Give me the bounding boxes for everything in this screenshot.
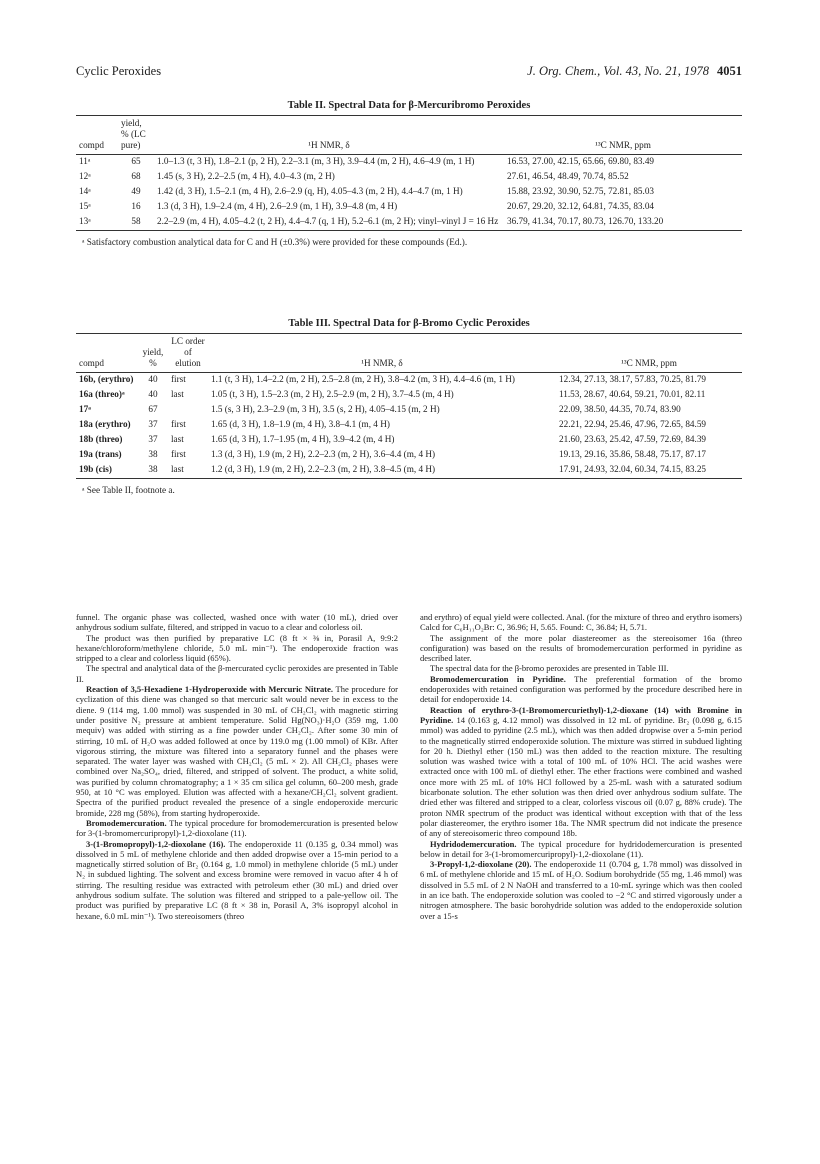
paragraph	[420, 839, 742, 860]
paragraph-text: The spectral and analytical data of the β-mercurated cyclic peroxides are presented in Table II.	[76, 663, 398, 684]
paragraph	[76, 633, 398, 664]
table-cell-compd: 18b (threo)	[79, 434, 123, 444]
table-cell-c: 11.53, 28.67, 40.64, 59.21, 70.01, 82.11	[559, 389, 706, 399]
table-cell-yield: 37	[148, 434, 158, 444]
table-cell-yield: 49	[131, 186, 141, 196]
table-cell-yield: 40	[148, 374, 158, 384]
table-cell-yield: 67	[148, 404, 158, 414]
paragraph	[420, 674, 742, 705]
paragraph	[420, 859, 742, 921]
page-number: 4051	[717, 64, 742, 78]
journal-name: J. Org. Chem., Vol. 43, No. 21, 1978	[527, 64, 709, 78]
table-cell-compd: 19b (cis)	[79, 464, 112, 474]
table-3-caption: Table III. Spectral Data for β-Bromo Cyclic Peroxides	[288, 318, 530, 329]
paragraph-text: The endoperoxide 11 (0.135 g, 0.34 mmol) was dissolved in 5 mL of methylene chloride and then added dropwise over a 15-min period to a magnetically stirred solution of Br₂ (0.164 g, 1.0 mmol) in methylene chloride (5 mL) under N₂ in subdued lighting. The solvent and excess bromine were removed in vacuo after 4 h of stirring. The resulting residue was extracted with petroleum ether (30 mL) and dried over anhydrous sodium sulfate. The solution was filtered and stripped to a pale-yellow oil. The product was purified by preparative LC (8 ft × 38 in, Porasil A, 3% isopropyl alcohol in hexane, 6.0 mL min⁻¹). Two stereoisomers (threo	[76, 838, 399, 921]
table-cell-h: 1.65 (d, 3 H), 1.7–1.95 (m, 4 H), 3.9–4.2 (m, 4 H)	[211, 434, 395, 444]
table-cell-order: last	[171, 434, 184, 444]
paragraph-text: The assignment of the more polar diastereomer as the stereoisomer 16a (threo configuration) was based on the results of bromodemercuration performed in pyridine as described later.	[420, 632, 742, 664]
table-cell-c: 27.61, 46.54, 48.49, 70.74, 85.52	[507, 171, 629, 181]
table-cell-c: 22.21, 22.94, 25.46, 47.96, 72.65, 84.59	[559, 419, 706, 429]
paragraph-text: The procedure for cyclization of this diene was changed so that mercuric salt would never be in excess to the diene. 9 (114 mg, 1.00 mmol) was suspended in 30 mL of CH₂Cl₂ with magnetic stirring under positive N₂ pressure at ambient temperature. Solid Hg(NO₃)·H₂O (359 mg, 1.00 mequiv) was added with stirring as a fine powder under CH₂Cl₂. After some 30 min of stirring, 10 mL of H₂O was added followed at once by 119.0 mg (1.00 mmol) of KBr. After vigorous stirring, the mixture was filtered into a separatory funnel and the phases were separated. The water layer was washed with CH₂Cl₂ (5 mL × 2). All CH₂Cl₂ phases were combined over Na₂SO₄, dried, filtered, and stripped of solvent. The product, a white solid, was purified by column chromatography; a 1 × 35 cm silica gel column, 60–200 mesh, grade 950, at 10 °C was employed. Elution was affected with a hexane/CH₂Cl₂ solvent gradient. Spectra of the purified product revealed the presence of a single endoperoxide mercuric bromide, 228 mg (58%), from starting hydroperoxide.	[76, 684, 398, 818]
table-cell-compd: 12ᵃ	[79, 171, 91, 181]
table-row	[76, 463, 742, 479]
table-cell-yield: 68	[131, 171, 141, 181]
table-cell-compd: 11ᵃ	[79, 156, 91, 166]
paragraph-text: The preferential formation of the bromo endoperoxides with retained configuration was performed by the procedure described here in detail for endoperoxide 14.	[420, 673, 742, 705]
table-cell-order: first	[171, 449, 186, 459]
paragraph	[420, 612, 742, 633]
table-cell-c: 16.53, 27.00, 42.15, 65.66, 69.80, 83.49	[507, 156, 654, 166]
table-3-header: ¹³C NMR, ppm	[621, 358, 677, 368]
paragraph	[76, 839, 398, 921]
table-row	[76, 403, 742, 418]
table-cell-c: 19.13, 29.16, 35.86, 58.48, 75.17, 87.17	[559, 449, 706, 459]
table-cell-yield: 16	[131, 201, 141, 211]
table-cell-h: 1.5 (s, 3 H), 2.3–2.9 (m, 3 H), 3.5 (s, 2 H), 4.05–4.15 (m, 2 H)	[211, 404, 440, 414]
table-cell-compd: 14ᵃ	[79, 186, 91, 196]
table-2	[76, 100, 742, 247]
paragraph	[76, 684, 398, 818]
paragraph-text: The typical procedure for hydridodemercuration is presented below in detail for 3-(1-bromomercuripropyl)-1,2-dioxolane (11).	[420, 838, 742, 859]
table-cell-h: 1.65 (d, 3 H), 1.8–1.9 (m, 4 H), 3.8–4.1 (m, 4 H)	[211, 419, 390, 429]
paragraph-text: The spectral data for the β-bromo peroxides are presented in Table III.	[430, 663, 669, 674]
table-3-footnote: ᵃ See Table II, footnote a.	[82, 485, 175, 495]
paragraph-heading: Reaction of 3,5-Hexadiene 1-Hydroperoxide with Mercuric Nitrate.	[86, 684, 333, 695]
paragraph	[76, 612, 398, 633]
table-3-header: yield, %	[142, 347, 164, 368]
running-head: Cyclic Peroxides	[76, 64, 162, 78]
table-cell-compd: 15ᵃ	[79, 201, 91, 211]
table-cell-compd: 16b, (erythro)	[79, 374, 134, 384]
paragraph-text: funnel. The organic phase was collected, washed once with water (10 mL), dried over anhydrous sodium sulfate, filtered, and stripped in vacuo to a clear and colorless oil.	[76, 612, 398, 633]
table-cell-yield: 58	[131, 216, 141, 226]
table-row	[76, 448, 742, 463]
table-3-grid	[76, 334, 742, 479]
table-cell-c: 17.91, 24.93, 32.04, 60.34, 74.15, 83.25	[559, 464, 706, 474]
table-cell-c: 20.67, 29.20, 32.12, 64.81, 74.35, 83.04	[507, 201, 654, 211]
right-column	[420, 612, 742, 921]
table-2-header: ¹³C NMR, ppm	[595, 140, 651, 150]
table-cell-h: 1.3 (d, 3 H), 1.9 (m, 2 H), 2.2–2.3 (m, 2 H), 3.6–4.4 (m, 4 H)	[211, 449, 436, 459]
table-3-header: ¹H NMR, δ	[361, 358, 403, 368]
table-2-grid	[76, 116, 742, 231]
paragraph-heading: Bromodemercuration in Pyridine.	[430, 673, 566, 684]
table-cell-yield: 37	[148, 419, 158, 429]
table-cell-h: 1.45 (s, 3 H), 2.2–2.5 (m, 4 H), 4.0–4.3 (m, 2 H)	[157, 171, 335, 181]
table-cell-compd: 18a (erythro)	[79, 419, 131, 429]
table-cell-yield: 38	[148, 464, 158, 474]
table-cell-c: 36.79, 41.34, 70.17, 80.73, 126.70, 133.20	[507, 216, 664, 226]
table-cell-compd: 13ᵃ	[79, 216, 91, 226]
table-row	[76, 433, 742, 448]
table-cell-yield: 38	[148, 449, 158, 459]
table-cell-h: 2.2–2.9 (m, 4 H), 4.05–4.2 (t, 2 H), 4.4–4.7 (q, 1 H), 5.2–6.1 (m, 2 H); vinyl–vinyl J = 16 Hz	[157, 216, 499, 226]
table-3-header: compd	[79, 358, 105, 368]
table-2-header: compd	[79, 140, 105, 150]
table-cell-yield: 40	[148, 389, 158, 399]
paragraph	[76, 818, 398, 839]
paragraph	[420, 663, 742, 673]
table-2-header: ¹H NMR, δ	[308, 140, 350, 150]
table-cell-h: 1.05 (t, 3 H), 1.5–2.3 (m, 2 H), 2.5–2.9 (m, 2 H), 3.7–4.5 (m, 4 H)	[211, 389, 454, 399]
paragraph-heading: 3-Propyl-1,2-dioxolane (20).	[430, 859, 532, 870]
table-cell-compd: 16a (threo)ᵃ	[79, 389, 125, 399]
paragraph-heading: Hydridodemercuration.	[430, 838, 517, 849]
table-2-header: yield, % (LC pure)	[121, 118, 146, 150]
left-column	[76, 612, 398, 921]
table-row	[76, 418, 742, 433]
table-cell-compd: 19a (trans)	[79, 449, 122, 459]
journal-citation	[527, 64, 742, 79]
table-cell-h: 1.3 (d, 3 H), 1.9–2.4 (m, 4 H), 2.6–2.9 (m, 1 H), 3.9–4.8 (m, 4 H)	[157, 201, 398, 211]
body-text	[76, 612, 742, 921]
table-cell-yield: 65	[131, 156, 141, 166]
paragraph	[420, 705, 742, 839]
paragraph-text: The endoperoxide 11 (0.704 g, 1.78 mmol) was dissolved in 6 mL of methylene chloride and 15 mL of H₂O. Sodium borohydride (55 mg, 1.46 mmol) was dissolved in 5.5 mL of 2 N NaOH and transferred to a 10-mL syringe which was then cooled in an ice bath. The endoperoxide solution was cooled to −2 °C and stirred vigorously under a nitrogen atmosphere. The basic borohydride solution was added to the endoperoxide solution over a 15-s	[420, 859, 742, 921]
table-cell-c: 15.88, 23.92, 30.90, 52.75, 72.81, 85.03	[507, 186, 654, 196]
table-row	[76, 155, 742, 171]
paragraph	[420, 633, 742, 664]
paragraph-text: and erythro) of equal yield were collected. Anal. (for the mixture of threo and erythro isomers) Calcd for C₆H₁₁O₂Br: C, 36.96; H, 5.65. Found: C, 36.84; H, 5.71.	[420, 612, 742, 633]
table-row	[76, 200, 742, 215]
table-row	[76, 170, 742, 185]
table-3-header: LC order of elution	[171, 336, 205, 368]
paragraph-text: The product was then purified by preparative LC (8 ft × ⅜ in, Porasil A, 9:9:2 hexane/chloroform/methylene chloride, 5.0 mL min⁻¹). The endoperoxide fraction was stripped to a clear and colorless liquid (65%).	[76, 632, 398, 664]
table-cell-c: 12.34, 27.13, 38.17, 57.83, 70.25, 81.79	[559, 374, 706, 384]
table-3	[76, 318, 742, 495]
table-cell-c: 21.60, 23.63, 25.42, 47.59, 72.69, 84.39	[559, 434, 706, 444]
table-cell-compd: 17ᵃ	[79, 404, 91, 414]
table-cell-h: 1.42 (d, 3 H), 1.5–2.1 (m, 4 H), 2.6–2.9 (q, H), 4.05–4.3 (m, 2 H), 4.4–4.7 (m, 1 H)	[157, 186, 463, 196]
table-cell-order: first	[171, 419, 186, 429]
table-2-caption: Table II. Spectral Data for β-Mercuribromo Peroxides	[287, 100, 531, 111]
table-cell-h: 1.1 (t, 3 H), 1.4–2.2 (m, 2 H), 2.5–2.8 (m, 2 H), 3.8–4.2 (m, 3 H), 4.4–4.6 (m, 1 H)	[211, 374, 515, 384]
paragraph-heading: 3-(1-Bromopropyl)-1,2-dioxolane (16).	[86, 838, 226, 849]
table-row	[76, 388, 742, 403]
table-cell-h: 1.0–1.3 (t, 3 H), 1.8–2.1 (p, 2 H), 2.2–3.1 (m, 3 H), 3.9–4.4 (m, 2 H), 4.6–4.9 (m, 1 H)	[157, 156, 475, 166]
table-row	[76, 373, 742, 389]
table-cell-c: 22.09, 38.50, 44.35, 70.74, 83.90	[559, 404, 681, 414]
paragraph-heading: Bromodemercuration.	[86, 817, 167, 828]
table-row	[76, 215, 742, 231]
table-cell-order	[168, 403, 208, 418]
table-cell-order: last	[171, 389, 184, 399]
table-cell-order: last	[171, 464, 184, 474]
paragraph	[76, 663, 398, 684]
table-row	[76, 185, 742, 200]
table-2-footnote: ᵃ Satisfactory combustion analytical data for C and H (±0.3%) were provided for these compounds (Ed.).	[82, 237, 468, 247]
table-cell-h: 1.2 (d, 3 H), 1.9 (m, 2 H), 2.2–2.3 (m, 2 H), 3.8–4.5 (m, 4 H)	[211, 464, 436, 474]
table-cell-order: first	[171, 374, 186, 384]
paragraph-text: 14 (0.163 g, 4.12 mmol) was dissolved in 12 mL of pyridine. Br₂ (0.098 g, 6.15 mmol) was added to pyridine (2.5 mL), which was then added dropwise over a 5-min period to the magnetically stirred endoperoxide solution. The mixture was stirred in subdued lighting for 20 h. Diethyl ether (150 mL) was then added to the reaction mixture. The resulting solution was washed twice with a total of 100 mL of 10% HCl. The acid washes were extracted once with 100 mL of diethyl ether. The ether fractions were combined and washed once more with 25 mL of 10% HCl followed by a 25-mL wash with a saturated sodium bicarbonate solution. The ether solution was then dried over anhydrous sodium sulfate. The dried ether was filtered and stripped to a clear, colorless viscous oil (0.07 g, 88% crude). The proton NMR spectrum of the product was identical without exception with that of the less polar diastereomer, the erythro isomer 18a. The NMR spectrum did not indicate the presence of any of stereoisomeric threo compound 18b.	[420, 714, 742, 839]
paragraph-heading: Reaction of erythro-3-(1-Bromomercuriethyl)-1,2-dioxane (14) with Bromine in Pyridine.	[420, 704, 742, 725]
paragraph-text: The typical procedure for bromodemercuration is presented below for 3-(1-bromomercuripropyl)-1,2-dioxolane (11).	[76, 817, 398, 839]
